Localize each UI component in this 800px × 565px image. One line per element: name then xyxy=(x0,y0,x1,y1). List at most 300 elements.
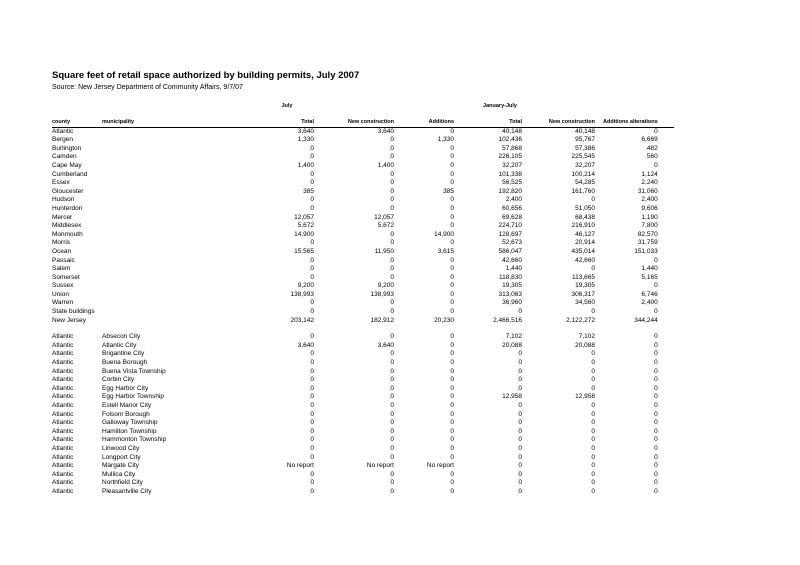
table-cell: Pleasantville City xyxy=(102,487,152,495)
group-header-ytd: January-July xyxy=(483,103,517,109)
table-cell xyxy=(102,282,228,291)
table-cell: 0 xyxy=(518,427,522,435)
table-cell: Buena Vista Township xyxy=(102,367,166,375)
table-cell: 0 xyxy=(310,384,314,392)
county-row xyxy=(52,239,674,248)
table-cell: Brigantine City xyxy=(102,350,145,358)
municipality-row xyxy=(52,479,674,488)
table-cell: Atlantic xyxy=(52,127,74,135)
table-cell: Somerset xyxy=(52,273,80,281)
table-cell: Atlantic xyxy=(52,436,74,444)
table-cell: Buena Borough xyxy=(102,359,148,367)
table-cell: 0 xyxy=(310,144,314,152)
table-cell xyxy=(102,196,228,205)
table-cell: Hamilton Township xyxy=(102,427,157,435)
municipality-row xyxy=(52,436,674,445)
table-cell: 0 xyxy=(654,282,658,290)
table-cell: 3,640 xyxy=(297,127,314,135)
county-row xyxy=(52,188,674,197)
table-cell: 100,214 xyxy=(571,170,595,178)
table-cell xyxy=(102,291,228,300)
table-cell: 0 xyxy=(310,359,314,367)
table-cell: Atlantic xyxy=(52,462,74,470)
table-cell: 0 xyxy=(310,299,314,307)
table-cell: 0 xyxy=(450,144,454,152)
table-cell: 0 xyxy=(450,282,454,290)
table-cell: 15,565 xyxy=(294,247,314,255)
municipality-row xyxy=(52,445,674,454)
table-cell: 0 xyxy=(591,479,595,487)
table-cell: 3,640 xyxy=(377,127,394,135)
table-cell xyxy=(102,188,228,197)
table-cell: 0 xyxy=(518,402,522,409)
table-cell: 0 xyxy=(310,410,314,418)
table-cell: 12,958 xyxy=(575,393,595,401)
table-cell: 224,710 xyxy=(498,222,522,230)
table-cell: 0 xyxy=(654,376,658,384)
table-cell: New Jersey xyxy=(52,316,86,324)
table-cell: 0 xyxy=(390,453,394,461)
table-cell: 0 xyxy=(591,444,595,452)
municipality-row xyxy=(52,411,674,420)
table-cell: 102,436 xyxy=(498,136,522,144)
table-cell: Cumberland xyxy=(52,170,88,178)
table-cell: 0 xyxy=(310,196,314,204)
table-cell: 68,438 xyxy=(575,213,595,221)
table-cell: 0 xyxy=(450,453,454,461)
table-cell: 0 xyxy=(654,161,658,169)
table-cell: No report xyxy=(426,462,454,470)
county-row xyxy=(52,162,674,171)
table-cell: 0 xyxy=(390,333,394,341)
table-cell: Folsom Borough xyxy=(102,410,150,418)
county-row xyxy=(52,214,674,223)
table-cell: 482 xyxy=(646,144,658,152)
table-cell: 1,124 xyxy=(641,170,658,178)
table-cell: Egg Harbor City xyxy=(102,384,149,392)
table-cell: Longport City xyxy=(102,453,141,461)
municipality-row xyxy=(52,333,674,342)
table-cell: 0 xyxy=(654,470,658,478)
table-cell: Atlantic xyxy=(52,479,74,487)
table-cell: 0 xyxy=(518,410,522,418)
table-cell: 0 xyxy=(591,410,595,418)
table-cell: 0 xyxy=(450,308,454,316)
table-cell: 7,102 xyxy=(505,333,522,341)
table-cell: 0 xyxy=(591,487,595,495)
table-cell: 0 xyxy=(310,204,314,212)
table-cell: 5,672 xyxy=(297,222,314,230)
table-cell: 0 xyxy=(390,436,394,444)
table-cell: 0 xyxy=(310,239,314,247)
table-cell: 0 xyxy=(390,402,394,409)
table-cell: 0 xyxy=(450,341,454,349)
table-cell: Union xyxy=(52,290,69,298)
table-cell: 0 xyxy=(450,470,454,478)
county-row xyxy=(52,248,674,257)
table-cell: 1,400 xyxy=(297,161,314,169)
table-cell: 0 xyxy=(450,479,454,487)
table-cell: 0 xyxy=(654,341,658,349)
table-cell: 0 xyxy=(654,410,658,418)
page-title: Square feet of retail space authorized by building permits, July 2007 xyxy=(52,70,360,81)
table-cell: 0 xyxy=(450,127,454,135)
municipality-row xyxy=(52,385,674,394)
table-cell: 0 xyxy=(450,427,454,435)
municipality-row xyxy=(52,454,674,463)
table-cell: 0 xyxy=(654,359,658,367)
table-cell: 0 xyxy=(310,376,314,384)
county-row xyxy=(52,231,674,240)
table-cell: 0 xyxy=(518,479,522,487)
table-cell: Atlantic xyxy=(52,376,74,384)
county-row xyxy=(52,274,674,283)
table-cell: 0 xyxy=(390,230,394,238)
table-cell: 0 xyxy=(591,359,595,367)
table-cell xyxy=(102,239,228,248)
table-cell xyxy=(102,231,228,240)
col-header-municipality: municipality xyxy=(102,118,228,127)
municipality-row xyxy=(52,471,674,480)
table-cell xyxy=(102,214,228,223)
table-cell xyxy=(102,248,228,257)
table-cell: 138,993 xyxy=(370,290,394,298)
table-cell: 0 xyxy=(390,444,394,452)
table-cell: 586,047 xyxy=(498,247,522,255)
group-header-july: July xyxy=(281,103,293,109)
table-cell: 0 xyxy=(654,402,658,409)
table-cell: 0 xyxy=(310,393,314,401)
col-header-july-additions: Additions xyxy=(394,118,454,127)
table-cell: Absecon City xyxy=(102,333,141,341)
table-cell xyxy=(102,317,228,326)
table-cell: Atlantic xyxy=(52,453,74,461)
table-cell: 34,560 xyxy=(575,299,595,307)
table-cell: 0 xyxy=(310,487,314,495)
table-cell: 0 xyxy=(450,290,454,298)
table-cell: 0 xyxy=(654,453,658,461)
table-cell: 225,545 xyxy=(571,153,595,161)
table-cell: 0 xyxy=(390,187,394,195)
table-cell: 151,033 xyxy=(634,247,658,255)
table-cell: 0 xyxy=(591,376,595,384)
county-row xyxy=(52,127,674,136)
table-cell: Atlantic xyxy=(52,410,74,418)
table-cell: 0 xyxy=(591,308,595,316)
table-cell: Northfield City xyxy=(102,479,143,487)
table-cell: 161,760 xyxy=(571,187,595,195)
county-row xyxy=(52,205,674,214)
table-cell: 0 xyxy=(390,153,394,161)
county-row xyxy=(52,257,674,266)
table-cell: 19,305 xyxy=(502,282,522,290)
table-cell: Morris xyxy=(52,239,71,247)
table-cell: 12,958 xyxy=(502,393,522,401)
table-cell: 0 xyxy=(310,427,314,435)
county-row xyxy=(52,136,674,145)
table-cell: Egg Harbor Township xyxy=(102,393,165,401)
municipality-row xyxy=(52,393,674,402)
col-header-ytd-additions: Additions alterations xyxy=(595,118,658,127)
county-row xyxy=(52,282,674,291)
table-cell: 0 xyxy=(390,487,394,495)
table-cell xyxy=(102,308,228,317)
table-cell: 0 xyxy=(310,350,314,358)
table-cell: Mercer xyxy=(52,213,73,221)
table-cell: 0 xyxy=(654,350,658,358)
table-cell: 36,960 xyxy=(502,299,522,307)
table-cell: Cape May xyxy=(52,161,82,169)
table-cell: 11,950 xyxy=(374,247,394,255)
table-cell: 7,800 xyxy=(641,222,658,230)
table-cell: 0 xyxy=(310,273,314,281)
table-cell: 0 xyxy=(390,196,394,204)
retail-permits-table xyxy=(52,118,674,497)
table-cell: 0 xyxy=(390,367,394,375)
municipality-row xyxy=(52,376,674,385)
table-cell: 0 xyxy=(450,419,454,427)
table-cell: 435,014 xyxy=(571,247,595,255)
table-cell: Sussex xyxy=(52,282,74,290)
table-cell: 0 xyxy=(591,436,595,444)
table-cell: 0 xyxy=(390,144,394,152)
table-cell: 0 xyxy=(518,444,522,452)
table-cell xyxy=(102,265,228,274)
col-header-ytd-total: Total xyxy=(454,118,522,127)
county-row xyxy=(52,317,674,326)
table-cell: 69,628 xyxy=(502,213,522,221)
table-cell: Gloucester xyxy=(52,187,84,195)
table-cell: 0 xyxy=(654,393,658,401)
county-row xyxy=(52,299,674,308)
table-cell: 0 xyxy=(591,265,595,273)
table-cell: 0 xyxy=(518,487,522,495)
table-cell: 6,746 xyxy=(641,290,658,298)
table-cell: 0 xyxy=(450,161,454,169)
table-cell: 0 xyxy=(450,410,454,418)
table-cell: 0 xyxy=(518,462,522,470)
table-cell: 0 xyxy=(390,384,394,392)
table-cell: 0 xyxy=(310,265,314,273)
table-cell: 2,240 xyxy=(641,179,658,187)
table-cell: 0 xyxy=(450,170,454,178)
municipality-row xyxy=(52,368,674,377)
table-cell: 0 xyxy=(591,402,595,409)
table-cell: 0 xyxy=(390,256,394,264)
table-cell: 0 xyxy=(450,196,454,204)
table-cell: 0 xyxy=(310,308,314,316)
table-cell: 0 xyxy=(654,419,658,427)
table-cell: 192,820 xyxy=(498,187,522,195)
table-cell: Atlantic City xyxy=(102,341,137,349)
table-cell: 0 xyxy=(654,487,658,495)
table-cell: No report xyxy=(366,462,394,470)
table-cell: 2,400 xyxy=(505,196,522,204)
table-cell: Essex xyxy=(52,179,70,187)
table-cell: 0 xyxy=(450,367,454,375)
table-cell: 14,900 xyxy=(434,230,454,238)
table-cell: 0 xyxy=(591,419,595,427)
table-cell: Atlantic xyxy=(52,384,74,392)
table-cell: 0 xyxy=(310,419,314,427)
table-cell: 5,672 xyxy=(377,222,394,230)
table-cell: 14,900 xyxy=(294,230,314,238)
table-cell xyxy=(102,136,228,145)
table-cell: Burlington xyxy=(52,144,82,152)
table-cell: 51,050 xyxy=(575,204,595,212)
table-cell: Corbin City xyxy=(102,376,135,384)
table-cell: 0 xyxy=(390,308,394,316)
table-cell: 0 xyxy=(518,453,522,461)
table-cell: 118,830 xyxy=(498,273,522,281)
table-cell: 32,207 xyxy=(502,161,522,169)
table-cell: Atlantic xyxy=(52,470,74,478)
table-cell: 0 xyxy=(654,427,658,435)
table-cell: Atlantic xyxy=(52,402,74,409)
table-cell: 9,200 xyxy=(377,282,394,290)
county-row xyxy=(52,196,674,205)
table-cell: Bergen xyxy=(52,136,73,144)
table-cell xyxy=(102,179,228,188)
table-cell: 0 xyxy=(310,444,314,452)
table-cell: 54,285 xyxy=(575,179,595,187)
table-cell: Ocean xyxy=(52,247,72,255)
table-cell: 20,088 xyxy=(575,341,595,349)
table-cell: 0 xyxy=(310,436,314,444)
table-cell: 0 xyxy=(390,299,394,307)
table-cell: 182,912 xyxy=(370,316,394,324)
table-cell xyxy=(102,222,228,231)
table-cell: 0 xyxy=(450,299,454,307)
table-cell: 0 xyxy=(390,170,394,178)
table-cell: 1,440 xyxy=(641,265,658,273)
table-cell: 9,200 xyxy=(297,282,314,290)
table-cell: Atlantic xyxy=(52,333,74,341)
table-cell: 0 xyxy=(450,384,454,392)
county-row xyxy=(52,265,674,274)
table-cell: 0 xyxy=(654,479,658,487)
table-cell: No report xyxy=(286,462,314,470)
table-cell: 0 xyxy=(450,204,454,212)
table-cell: 20,088 xyxy=(502,341,522,349)
table-cell: 0 xyxy=(591,453,595,461)
table-cell: Atlantic xyxy=(52,444,74,452)
table-cell: 0 xyxy=(450,256,454,264)
table-cell: 42,660 xyxy=(575,256,595,264)
table-cell: Atlantic xyxy=(52,350,74,358)
table-cell: 0 xyxy=(310,179,314,187)
table-cell: 0 xyxy=(310,470,314,478)
table-cell: Hudson xyxy=(52,196,75,204)
table-cell: 0 xyxy=(654,444,658,452)
table-cell: 0 xyxy=(450,436,454,444)
section-spacer xyxy=(52,325,674,333)
table-cell: 101,338 xyxy=(498,170,522,178)
county-row xyxy=(52,308,674,317)
table-cell: 0 xyxy=(450,402,454,409)
table-cell: 0 xyxy=(450,273,454,281)
table-cell: 0 xyxy=(518,384,522,392)
table-cell: Atlantic xyxy=(52,367,74,375)
table-cell: Monmouth xyxy=(52,230,83,238)
table-cell: 95,767 xyxy=(575,136,595,144)
table-cell: 32,207 xyxy=(575,161,595,169)
table-cell: 0 xyxy=(390,265,394,273)
table-cell: 0 xyxy=(450,153,454,161)
municipality-row xyxy=(52,462,674,471)
table-cell: 57,386 xyxy=(575,144,595,152)
table-cell: 0 xyxy=(450,359,454,367)
table-cell: 0 xyxy=(390,376,394,384)
table-cell: Hunterdon xyxy=(52,204,83,212)
table-cell: 0 xyxy=(591,470,595,478)
table-cell: 0 xyxy=(518,376,522,384)
table-cell: Hammonton Township xyxy=(102,436,167,444)
table-cell: 0 xyxy=(390,419,394,427)
table-cell: 0 xyxy=(450,333,454,341)
table-cell: 0 xyxy=(518,367,522,375)
county-row xyxy=(52,171,674,180)
table-cell: 113,665 xyxy=(571,273,595,281)
table-cell: 0 xyxy=(654,462,658,470)
col-header-july-total: Total xyxy=(228,118,314,127)
source-note: Source: New Jersey Department of Community Affairs, 9/7/07 xyxy=(52,84,243,91)
county-row xyxy=(52,291,674,300)
col-header-july-new: New construction xyxy=(314,118,394,127)
table-cell: Estell Manor City xyxy=(102,402,152,409)
table-cell: 0 xyxy=(450,179,454,187)
municipality-row xyxy=(52,488,674,497)
table-cell: 0 xyxy=(390,350,394,358)
table-cell: 385 xyxy=(443,187,454,195)
table-cell: 0 xyxy=(518,359,522,367)
table-cell: 0 xyxy=(654,256,658,264)
table-cell: 7,102 xyxy=(578,333,595,341)
table-cell: 0 xyxy=(654,367,658,375)
header-row xyxy=(52,118,674,127)
table-cell: Margate City xyxy=(102,462,139,470)
table-cell: 1,330 xyxy=(437,136,454,144)
table-cell: 0 xyxy=(390,204,394,212)
table-cell: Atlantic xyxy=(52,359,74,367)
municipality-row xyxy=(52,419,674,428)
table-cell: Mullica City xyxy=(102,470,136,478)
table-body xyxy=(52,127,674,496)
table-cell xyxy=(102,145,228,154)
table-cell: 1,440 xyxy=(505,265,522,273)
table-cell: 42,660 xyxy=(502,256,522,264)
table-cell: 31,759 xyxy=(637,239,658,247)
table-cell: 1,190 xyxy=(641,213,658,221)
table-cell: 0 xyxy=(654,127,658,135)
table-cell: 0 xyxy=(654,436,658,444)
table-cell: 0 xyxy=(450,376,454,384)
county-row xyxy=(52,179,674,188)
table-cell: Atlantic xyxy=(52,487,74,495)
table-cell: 0 xyxy=(591,367,595,375)
table-cell xyxy=(102,162,228,171)
table-cell: 0 xyxy=(390,427,394,435)
table-cell: 0 xyxy=(518,436,522,444)
table-cell: 0 xyxy=(450,239,454,247)
table-cell: Salem xyxy=(52,265,71,273)
table-cell: 306,317 xyxy=(571,290,595,298)
table-cell: 0 xyxy=(591,462,595,470)
table-cell: 46,127 xyxy=(575,230,595,238)
table-cell: 0 xyxy=(654,308,658,316)
table-cell: 9,606 xyxy=(641,204,658,212)
table-cell: Passaic xyxy=(52,256,75,264)
